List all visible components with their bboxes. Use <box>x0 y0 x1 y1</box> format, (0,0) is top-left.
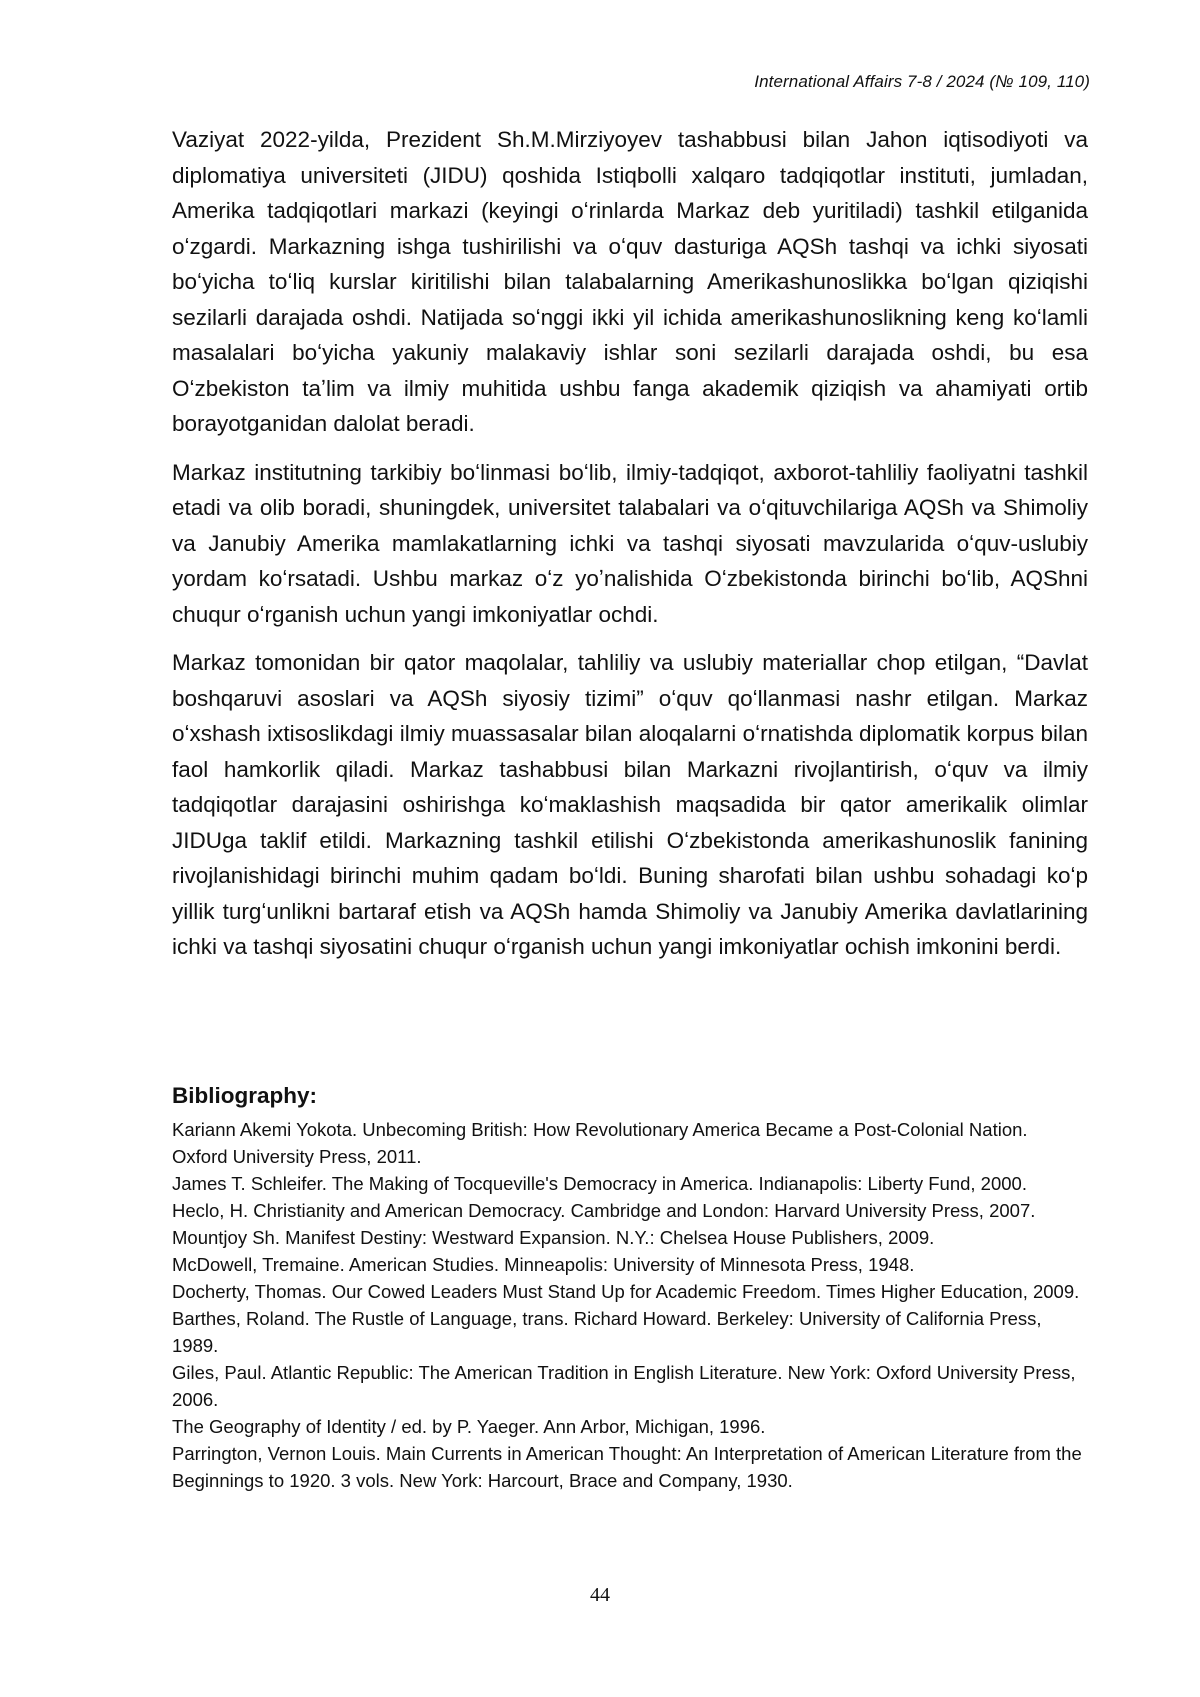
running-header: International Affairs 7-8 / 2024 (№ 109, 110) <box>754 72 1090 91</box>
bibliography-entry: Docherty, Thomas. Our Cowed Leaders Must Stand Up for Academic Freedom. Times Higher Education, 2009. <box>172 1281 1080 1302</box>
bibliography-entry: McDowell, Tremaine. American Studies. Minneapolis: University of Minnesota Press, 1948. <box>172 1254 915 1275</box>
bibliography-heading: Bibliography: <box>172 1083 317 1108</box>
body-paragraph: Markaz institutning tarkibiy boʻlinmasi boʻlib, ilmiy-tadqiqot, axborot-tahliliy faoliyatni tashkil etadi va olib boradi, shuningdek, universitet talabalari va oʻqituvchilariga AQSh va Shimoliy va Janubiy Amerika mamlakatlarning ichki va tashqi siyosati mavzularida oʻquv-uslubiy yordam koʻrsatadi. Ushbu markaz oʻz yoʼnalishida Oʻzbekistonda birinchi boʻlib, AQShni chuqur oʻrganish uchun yangi imkoniyatlar ochdi. <box>172 459 1088 627</box>
bibliography-entry: James T. Schleifer. The Making of Tocqueville's Democracy in America. Indianapolis: Liberty Fund, 2000. <box>172 1173 1027 1194</box>
bibliography-entry: Kariann Akemi Yokota. Unbecoming British: How Revolutionary America Became a Post-Colonial Nation. Oxford University Press, 2011. <box>172 1119 1028 1167</box>
bibliography-entry: Giles, Paul. Atlantic Republic: The American Tradition in English Literature. New York: Oxford University Press, 2006. <box>172 1362 1076 1410</box>
body-paragraph: Vaziyat 2022-yilda, Prezident Sh.M.Mirziyoyev tashabbusi bilan Jahon iqtisodiyoti va diplomatiya universiteti (JIDU) qoshida Istiqbolli xalqaro tadqiqotlar instituti, jumladan, Amerika tadqiqotlari markazi (keyingi oʻrinlarda Markaz deb yuritiladi) tashkil etilganida oʻzgardi. Markazning ishga tushirilishi va oʻquv dasturiga AQSh tashqi va ichki siyosati boʻyicha toʻliq kurslar kiritilishi bilan talabalarning Amerikashunoslikka boʻlgan qiziqishi sezilarli darajada oshdi. Natijada soʻnggi ikki yil ichida amerikashunoslikning keng koʻlamli masalalari boʻyicha yakuniy malakaviy ishlar soni sezilarli darajada oshdi, bu esa Oʻzbekiston taʼlim va ilmiy muhitida ushbu fanga akademik qiziqish va ahamiyati ortib borayotganidan dalolat beradi. <box>172 127 1088 436</box>
body-paragraph: Markaz tomonidan bir qator maqolalar, tahliliy va uslubiy materiallar chop etilgan, “Davlat boshqaruvi asoslari va AQSh siyosiy tizimi” oʻquv qoʻllanmasi nashr etilgan. Markaz oʻxshash ixtisoslikdagi ilmiy muassasalar bilan aloqalarni oʻrnatishda diplomatik korpus bilan faol hamkorlik qiladi. Markaz tashabbusi bilan Markazni rivojlantirish, oʻquv va ilmiy tadqiqotlar darajasini oshirishga koʻmaklashish maqsadida bir qator amerikalik olimlar JIDUga taklif etildi. Markazning tashkil etilishi Oʻzbekistonda amerikashunoslik fanining rivojlanishidagi birinchi muhim qadam boʻldi. Buning sharofati bilan ushbu sohadagi koʻp yillik turgʻunlikni bartaraf etish va AQSh hamda Shimoliy va Janubiy Amerika davlatlarining ichki va tashqi siyosatini chuqur oʻrganish uchun yangi imkoniyatlar ochish imkonini berdi. <box>172 650 1088 959</box>
page-number: 44 <box>590 1584 610 1606</box>
bibliography-section <box>172 1082 1088 1494</box>
bibliography-entry: Barthes, Roland. The Rustle of Language, trans. Richard Howard. Berkeley: University of California Press, 1989. <box>172 1308 1042 1356</box>
bibliography-entry: Parrington, Vernon Louis. Main Currents in American Thought: An Interpretation of American Literature from the Beginnings to 1920. 3 vols. New York: Harcourt, Brace and Company, 1930. <box>172 1443 1082 1491</box>
bibliography-entry: The Geography of Identity / ed. by P. Yaeger. Ann Arbor, Michigan, 1996. <box>172 1416 766 1437</box>
bibliography-entry: Heclo, H. Christianity and American Democracy. Cambridge and London: Harvard University Press, 2007. <box>172 1200 1036 1221</box>
bibliography-entry: Mountjoy Sh. Manifest Destiny: Westward Expansion. N.Y.: Chelsea House Publishers, 2009. <box>172 1227 935 1248</box>
article-body <box>172 122 1088 978</box>
bibliography-list <box>172 1116 1088 1494</box>
